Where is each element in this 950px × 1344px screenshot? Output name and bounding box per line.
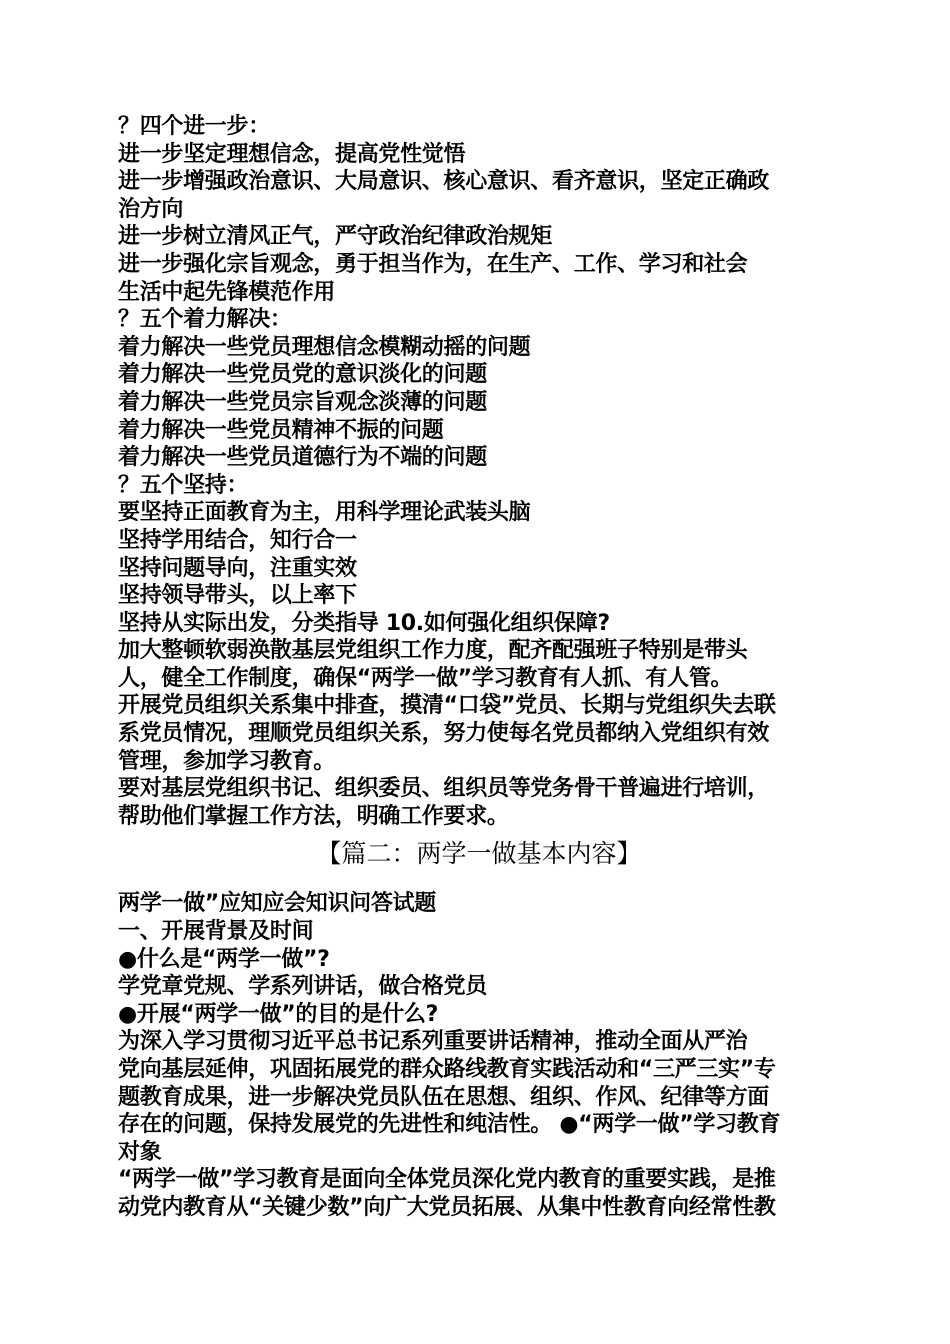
text-line: 开展党员组织关系集中排查，摸清“口袋”党员、长期与党组织失去联 (118, 693, 776, 719)
text-line: ？四个进一步： (118, 114, 270, 139)
text-line: 进一步树立清风正气，严守政治纪律政治规矩 (118, 224, 553, 250)
text-line: 坚持从实际出发，分类指导 10.如何强化组织保障? (118, 610, 610, 636)
text-line: 生活中起先锋模范作用 (118, 279, 336, 305)
text-line: ●什么是“两学一做”? (118, 946, 330, 972)
part1-lines (118, 113, 840, 830)
part2-lines (118, 890, 840, 1221)
text-line: 进一步增强政治意识、大局意识、核心意识、看齐意识，坚定正确政 (118, 169, 770, 195)
text-line: 两学一做”应知应会知识问答试题 (118, 891, 436, 917)
text-line: 着力解决一些党员道德行为不端的问题 (118, 445, 487, 471)
text-line: 为深入学习贯彻习近平总书记系列重要讲话精神，推动全面从严治 (118, 1029, 748, 1055)
text-line: ？五个坚持： (118, 472, 249, 498)
text-line: 人，健全工作制度，确保“两学一做”学习教育有人抓、有人管。 (118, 665, 733, 691)
text-line: 题教育成果，进一步解决党员队伍在思想、组织、作风、纪律等方面 (118, 1084, 770, 1110)
text-line: 对象 (118, 1139, 162, 1165)
text-line: 管理，参加学习教育。 (118, 748, 336, 774)
text-line: 学党章党规、学系列讲话，做合格党员 (118, 974, 487, 1000)
text-line: 进一步强化宗旨观念，勇于担当作为，在生产、工作、学习和社会 (118, 251, 748, 277)
text-line: 帮助他们掌握工作方法，明确工作要求。 (118, 803, 509, 829)
text-line: 系党员情况，理顺党员组织关系，努力使每名党员都纳入党组织有效 (118, 721, 770, 747)
document-body (118, 113, 840, 1222)
text-line: 党向基层延伸，巩固拓展党的群众路线教育实践活动和“三严三实”专 (118, 1057, 776, 1082)
text-line: 治方向 (118, 196, 184, 222)
text-line: 要坚持正面教育为主，用科学理论武装头脑 (118, 500, 531, 526)
text-line: ●开展“两学一做”的目的是什么? (118, 1001, 439, 1027)
text-line: ？五个着力解决： (118, 307, 292, 333)
text-line: 坚持领导带头，以上率下 (118, 583, 357, 609)
text-line: 存在的问题，保持发展党的先进性和纯洁性。 ●“两学一做”学习教育 (118, 1112, 781, 1138)
text-line: 一、开展背景及时间 (118, 919, 314, 945)
text-line: 要对基层党组织书记、组织委员、组织员等党务骨干普遍进行培训， (118, 776, 770, 802)
text-line: 加大整顿软弱涣散基层党组织工作力度，配齐配强班子特别是带头 (118, 638, 748, 664)
section-heading: 【篇二：两学一做基本内容】 (316, 839, 642, 869)
text-line: “两学一做”学习教育是面向全体党员深化党内教育的重要实践，是推 (118, 1167, 776, 1193)
text-line: 进一步坚定理想信念，提高党性觉悟 (118, 141, 466, 167)
text-line: 着力解决一些党员宗旨观念淡薄的问题 (118, 389, 487, 415)
text-line: 动党内教育从“关键少数”向广大党员拓展、从集中性教育向经常性教 (118, 1194, 776, 1220)
text-line: 坚持问题导向，注重实效 (118, 555, 357, 581)
text-line: 坚持学用结合，知行合一 (118, 527, 357, 553)
text-line: 着力解决一些党员理想信念模糊动摇的问题 (118, 334, 531, 360)
text-line: 着力解决一些党员精神不振的问题 (118, 417, 444, 443)
text-line: 着力解决一些党员党的意识淡化的问题 (118, 362, 487, 388)
